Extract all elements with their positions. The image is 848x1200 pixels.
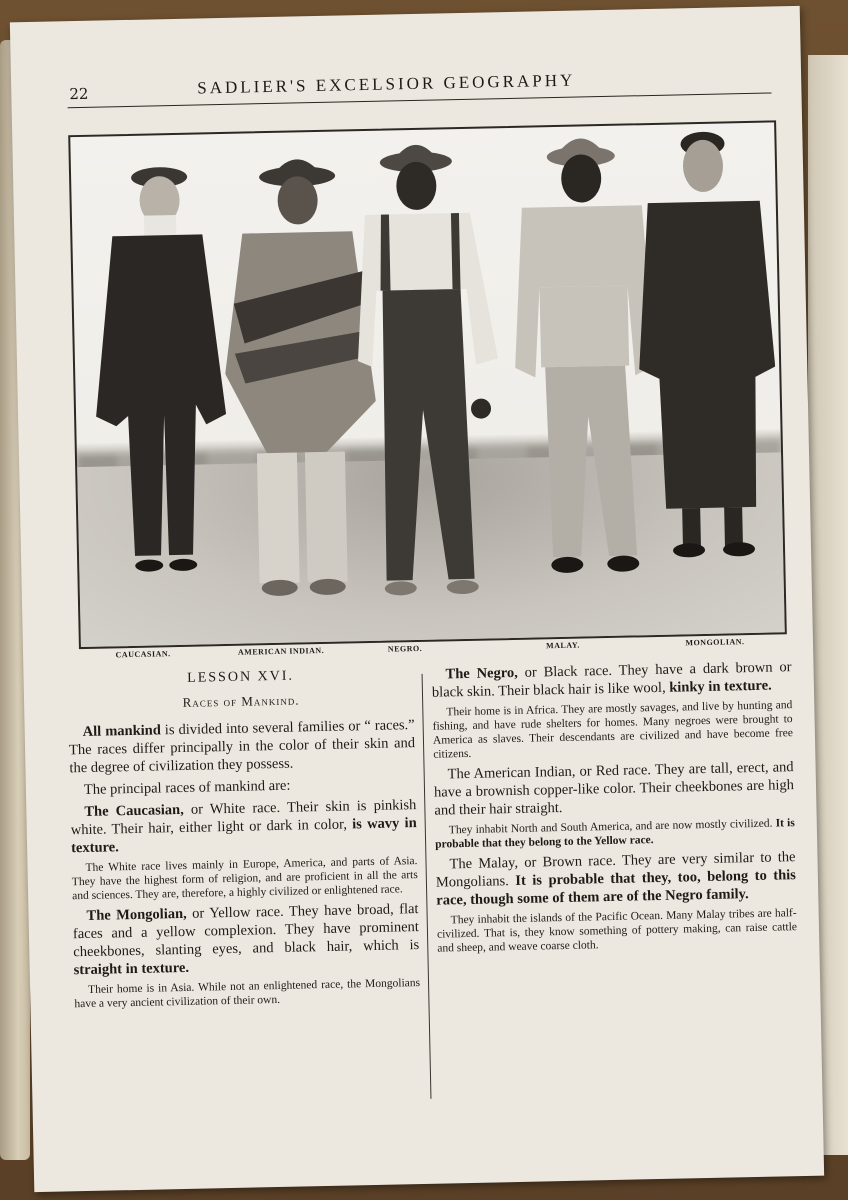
right-column [431, 658, 797, 959]
figure-negro [353, 128, 513, 611]
figure-mongolian [630, 120, 780, 589]
caption-negro: NEGRO. [387, 643, 423, 654]
negro-paragraph: The Negro, or Black race. They have a dark brown or black skin. Their black hair is like wool, kinky in texture. [431, 659, 792, 701]
american-indian-detail: They inhabit North and South America, and are now mostly civilized. It is probable that they belong to the Yellow race. [435, 817, 795, 851]
lesson-title: LESSON XVI. [187, 668, 295, 686]
caption-mongolian: MONGOLIAN. [685, 637, 745, 648]
caucasian-detail: The White race lives mainly in Europe, America, and parts of Asia. They have the highest form of religion, and are proficient in all the arts and sciences. They are, therefore, a highly civilized or enlightened race. [71, 855, 418, 903]
malay-paragraph: The Malay, or Brown race. They are very similar to the Mongolians. It is probable that they, too, belong to this race, though some of them are of the Negro family. [435, 849, 797, 909]
principal-races-line: The principal races of mankind are: [83, 777, 291, 799]
column-divider [422, 674, 432, 1099]
running-title: SADLIER'S EXCELSIOR GEOGRAPHY [197, 70, 576, 98]
photograph [68, 120, 787, 649]
caption-caucasian: CAUCASIAN. [115, 649, 171, 660]
caucasian-paragraph: The Caucasian, or White race. Their skin is pinkish white. Their hair, either light or dark in color, is wavy in texture. [70, 797, 417, 857]
intro-paragraph: All mankind is divided into several families or “ races.” The races differ principally in the color of their skin and the degree of civilization they possess. [68, 717, 416, 777]
american-indian-paragraph: The American Indian, or Red race. They are tall, erect, and have a brownish copper-like color. Their cheekbones are high and their hair straight. [433, 759, 795, 819]
page-header [67, 62, 771, 108]
caption-american-indian: AMERICAN INDIAN. [237, 645, 325, 657]
caption-malay: MALAY. [546, 640, 580, 651]
left-column [67, 666, 420, 1015]
book-page [10, 6, 824, 1192]
negro-detail: Their home is in Africa. They are mostly savages, and live by hunting and fishing, and have rude shelters for homes. Many negroes were brought to America as slaves. Their descendants are civilized and have become free citizens. [432, 699, 794, 761]
mongolian-detail: Their home is in Asia. While not an enlightened race, the Mongolians have a very ancient civilization of their own. [74, 977, 421, 1011]
malay-detail: They inhabit the islands of the Pacific Ocean. Many Malay tribes are half-civilized. That is, they know something of pottery making, can raise cattle and sheep, and weave coarse cloth. [436, 907, 798, 955]
page-number: 22 [69, 84, 89, 104]
mongolian-paragraph: The Mongolian, or Yellow race. They have broad, flat faces and a yellow complexion. They have prominent cheekbones, slanting eyes, and black hair, which is straight in texture. [72, 901, 420, 979]
lesson-subtitle: Races of Mankind. [182, 692, 300, 710]
figure-caucasian [81, 154, 240, 597]
